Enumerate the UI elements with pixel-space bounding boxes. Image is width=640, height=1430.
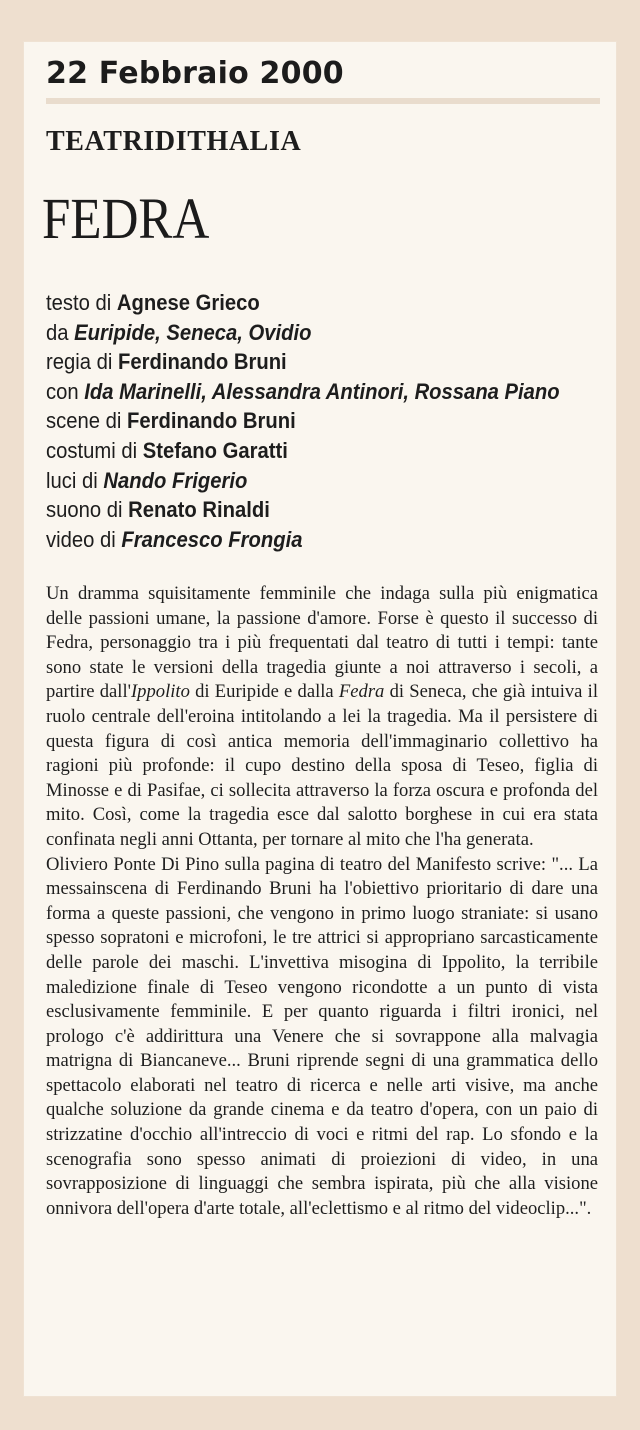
body-text (46, 582, 598, 1221)
credit-name: Euripide, Seneca, Ovidio (74, 319, 312, 345)
date-rule (46, 98, 600, 104)
body-paragraph-2: Oliviero Ponte Di Pino sulla pagina di teatro del Manifesto scrive: "... La messainscena di Ferdinando Bruni ha l'obiettivo prioritario di dare una forma a queste passioni, che vengono in primo luogo straniate: si usano spesso sopratoni e microfoni, le tre attrici si appropriano sarcasticamente delle parole dei maschi. L'invettiva misogina di Ippolito, la terribile maledizione finale di Teseo vengono ricondotte a un punto di vista esclusivamente femminile. E per quanto riguarda i filtri ironici, nel prologo c'è addirittura una Venere che si sovrappone alla malvagia matrigna di Biancaneve... Bruni riprende segni di una grammatica dello spettacolo elaborati nel teatro di ricerca e nelle arti visive, ma anche qualche soluzione da grande cinema e da teatro d'opera, con un paio di strizzatine d'occhio all'intreccio di voci e ritmi del rap. Lo sfondo e la scenografia sono spesso animati di proiezioni di video, in una sovrapposizione di linguaggi che sembra ispirata, più che alla visione onnivora dell'opera d'arte totale, all'eclettismo e al ritmo del videoclip...". (46, 853, 598, 1219)
credit-role: suono di (46, 497, 123, 523)
credits-list (46, 288, 616, 554)
body-text-segment: di Seneca, che già intuiva il ruolo centrale dell'eroina intitolando a lei la tragedia. Ma il persistere di questa figura di così antica memoria dell'immaginario collettivo ha ragioni più profonde: il cupo destino della sposa di Teseo, figlia di Minosse e di Pasifae, ci sollecita attraverso la forza oscura e profonda del mito. Così, come la tragedia esce dal salotto borghese in cui era stata confinata negli anni Ottanta, per tornare al mito che l'ha generata. (46, 681, 598, 850)
credit-name: Ida Marinelli, Alessandra Antinori, Rossana Piano (84, 378, 560, 404)
body-paragraph-1 (46, 582, 598, 853)
credit-line (46, 406, 570, 436)
theatre-name: TEATRIDITHALIA (46, 126, 302, 157)
credit-name: Renato Rinaldi (128, 497, 270, 523)
credit-name: Ferdinando Bruni (118, 349, 287, 375)
credit-line (46, 318, 570, 348)
credit-name: Ferdinando Bruni (127, 408, 296, 434)
credit-role: scene di (46, 408, 122, 434)
credit-line (46, 525, 570, 555)
credit-role: testo di (46, 290, 112, 315)
credit-line (46, 347, 570, 377)
body-text-segment: di Euripide e dalla (189, 681, 339, 703)
credit-role: regia di (46, 349, 113, 375)
credit-line (46, 466, 570, 496)
credit-line (46, 288, 570, 318)
credit-name: Stefano Garatti (142, 437, 288, 463)
credit-line (46, 377, 570, 407)
credit-role: luci di (46, 467, 98, 493)
credit-role: video di (46, 526, 116, 552)
credit-line (46, 495, 570, 525)
date-heading: 22 Febbraio 2000 (46, 56, 344, 91)
credit-name: Francesco Frongia (121, 526, 303, 552)
credit-line (46, 436, 570, 466)
body-text-segment: Un dramma squisitamente femminile che indaga sulla più enigmatica delle passioni umane, la passione d'amore. Forse è questo il successo di Fedra, personaggio tra i più frequentati dal teatro di tutti i tempi: tante sono state le versioni della tragedia giunte a noi attraverso i secoli, a partire dall' (46, 583, 598, 703)
credit-role: con (46, 378, 79, 404)
show-title: FEDRA (42, 186, 210, 251)
credit-name: Nando Frigerio (103, 467, 248, 493)
body-title-ippolito: Ippolito (130, 681, 190, 703)
credit-role: costumi di (46, 437, 138, 463)
credit-role: da (46, 319, 69, 345)
body-title-fedra: Fedra (338, 681, 385, 703)
credit-name: Agnese Grieco (116, 290, 260, 315)
